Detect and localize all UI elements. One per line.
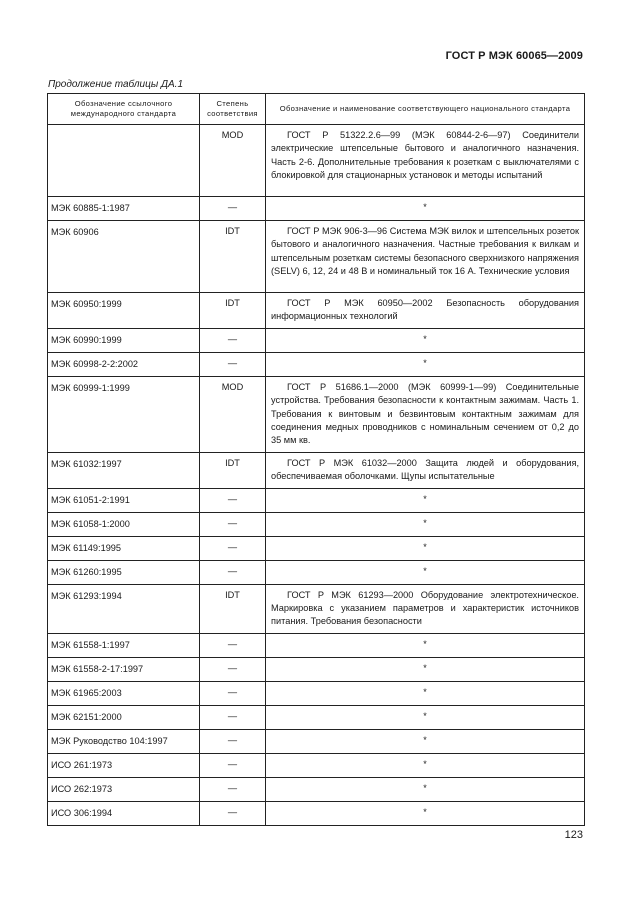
table-row	[48, 512, 585, 536]
national-standard-cell: ГОСТ Р 51686.1—2000 (МЭК 60999-1—99) Соединительные устройства. Требования безопасности к контактным зажимам. Часть 1. Требования к винтовым и безвинтовым контактным зажимам для соединения медных проводников с номинальным сечением от 0,2 до 35 мм кв.	[266, 376, 585, 452]
international-standard-cell: ИСО 262:1973	[48, 777, 200, 801]
column-header-international-standard: Обозначение ссылочного международного стандарта	[48, 94, 200, 125]
table-header-row	[48, 94, 585, 125]
national-standard-cell: *	[266, 536, 585, 560]
degree-cell: IDT	[200, 221, 266, 293]
national-standard-cell: ГОСТ Р 51322.2.6—99 (МЭК 60844-2-6—97) Соединители электрические штепсельные бытового и аналогичного назначения. Часть 2-6. Дополнительные требования к розеткам с выключателями с блокировкой для стационарных установок и методы испытаний	[266, 125, 585, 197]
international-standard-cell	[48, 125, 200, 197]
table-row	[48, 681, 585, 705]
national-standard-cell: *	[266, 633, 585, 657]
international-standard-cell: МЭК Руководство 104:1997	[48, 729, 200, 753]
degree-cell: —	[200, 657, 266, 681]
national-standard-cell: ГОСТ Р МЭК 906-3—96 Система МЭК вилок и штепсельных розеток бытового и аналогичного назначения. Частные требования к вилкам и штепсельным розеткам системы безопасного сверхнизкого напряжения (SELV) 6, 12, 24 и 48 В и номинальный ток 16 А. Технические условия	[266, 221, 585, 293]
international-standard-cell: МЭК 60906	[48, 221, 200, 293]
table-row	[48, 293, 585, 329]
international-standard-cell: МЭК 60990:1999	[48, 328, 200, 352]
national-standard-cell: *	[266, 352, 585, 376]
national-standard-cell: ГОСТ Р МЭК 60950—2002 Безопасность оборудования информационных технологий	[266, 293, 585, 329]
national-standard-cell: *	[266, 801, 585, 825]
international-standard-cell: МЭК 60999-1:1999	[48, 376, 200, 452]
degree-cell: —	[200, 488, 266, 512]
international-standard-cell: МЭК 61965:2003	[48, 681, 200, 705]
international-standard-cell: МЭК 61558-2-17:1997	[48, 657, 200, 681]
table-row	[48, 705, 585, 729]
national-standard-cell: ГОСТ Р МЭК 61032—2000 Защита людей и оборудования, обеспечиваемая оболочками. Щупы испытательные	[266, 452, 585, 488]
table-row	[48, 657, 585, 681]
document-header: ГОСТ Р МЭК 60065—2009	[445, 50, 583, 62]
national-standard-cell: *	[266, 560, 585, 584]
national-standard-cell: *	[266, 681, 585, 705]
table-row	[48, 753, 585, 777]
degree-cell: —	[200, 197, 266, 221]
column-header-national-standard: Обозначение и наименование соответствующего национального стандарта	[266, 94, 585, 125]
degree-cell: —	[200, 633, 266, 657]
table-row	[48, 801, 585, 825]
national-standard-cell: *	[266, 777, 585, 801]
international-standard-cell: МЭК 62151:2000	[48, 705, 200, 729]
national-standard-cell: *	[266, 753, 585, 777]
column-header-degree: Степень соответствия	[200, 94, 266, 125]
degree-cell: —	[200, 705, 266, 729]
table-row	[48, 633, 585, 657]
degree-cell: —	[200, 560, 266, 584]
page-number: 123	[564, 829, 583, 841]
national-standard-cell: *	[266, 705, 585, 729]
international-standard-cell: МЭК 60950:1999	[48, 293, 200, 329]
international-standard-cell: МЭК 61032:1997	[48, 452, 200, 488]
degree-cell: —	[200, 681, 266, 705]
degree-cell: MOD	[200, 125, 266, 197]
national-standard-cell: *	[266, 657, 585, 681]
table-row	[48, 729, 585, 753]
table-row	[48, 352, 585, 376]
degree-cell: IDT	[200, 452, 266, 488]
table-row	[48, 536, 585, 560]
table-caption: Продолжение таблицы ДА.1	[48, 79, 184, 90]
table-row	[48, 197, 585, 221]
international-standard-cell: МЭК 61558-1:1997	[48, 633, 200, 657]
degree-cell: —	[200, 729, 266, 753]
reference-table	[47, 93, 585, 826]
table-body	[48, 125, 585, 826]
international-standard-cell: МЭК 60885-1:1987	[48, 197, 200, 221]
degree-cell: IDT	[200, 584, 266, 633]
international-standard-cell: МЭК 61058-1:2000	[48, 512, 200, 536]
degree-cell: —	[200, 777, 266, 801]
table-row	[48, 560, 585, 584]
international-standard-cell: МЭК 61293:1994	[48, 584, 200, 633]
international-standard-cell: ИСО 306:1994	[48, 801, 200, 825]
table-row	[48, 452, 585, 488]
table-row	[48, 584, 585, 633]
national-standard-cell: *	[266, 328, 585, 352]
table-row	[48, 125, 585, 197]
international-standard-cell: МЭК 61149:1995	[48, 536, 200, 560]
table-row	[48, 221, 585, 293]
national-standard-cell: *	[266, 488, 585, 512]
degree-cell: —	[200, 328, 266, 352]
degree-cell: —	[200, 536, 266, 560]
table-row	[48, 328, 585, 352]
national-standard-cell: *	[266, 197, 585, 221]
degree-cell: IDT	[200, 293, 266, 329]
table-row	[48, 777, 585, 801]
international-standard-cell: ИСО 261:1973	[48, 753, 200, 777]
national-standard-cell: *	[266, 512, 585, 536]
international-standard-cell: МЭК 61260:1995	[48, 560, 200, 584]
degree-cell: —	[200, 512, 266, 536]
national-standard-cell: ГОСТ Р МЭК 61293—2000 Оборудование электротехническое. Маркировка с указанием параметров и характеристик источников питания. Требования безопасности	[266, 584, 585, 633]
degree-cell: —	[200, 753, 266, 777]
national-standard-cell: *	[266, 729, 585, 753]
international-standard-cell: МЭК 60998-2-2:2002	[48, 352, 200, 376]
table-row	[48, 488, 585, 512]
degree-cell: MOD	[200, 376, 266, 452]
international-standard-cell: МЭК 61051-2:1991	[48, 488, 200, 512]
table-row	[48, 376, 585, 452]
degree-cell: —	[200, 801, 266, 825]
degree-cell: —	[200, 352, 266, 376]
